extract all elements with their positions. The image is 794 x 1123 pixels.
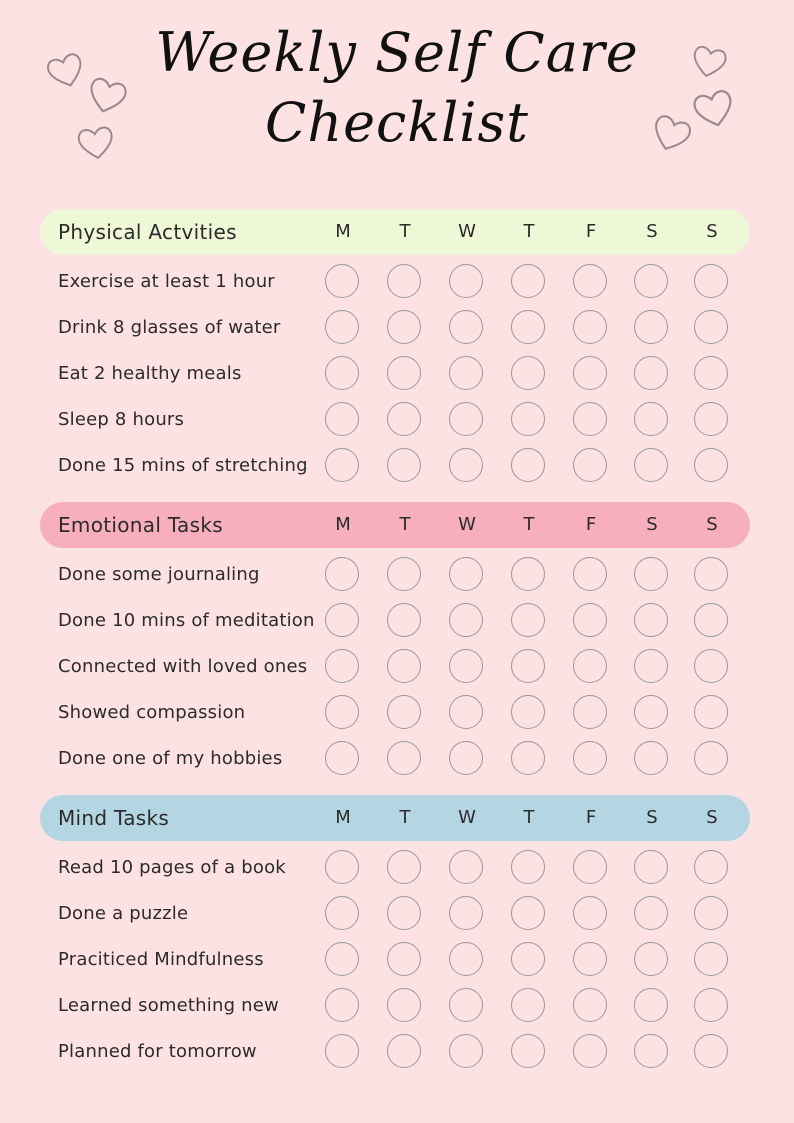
check-circle[interactable] [325, 1034, 359, 1068]
check-circle[interactable] [325, 557, 359, 591]
check-circle[interactable] [694, 741, 728, 775]
task-row [40, 891, 750, 937]
check-circle[interactable] [325, 850, 359, 884]
check-circle[interactable] [449, 310, 483, 344]
check-circle[interactable] [387, 310, 421, 344]
task-label: Done 15 mins of stretching [58, 455, 308, 476]
check-circle[interactable] [387, 1034, 421, 1068]
heart-icon [687, 40, 732, 83]
check-circle[interactable] [449, 741, 483, 775]
check-circle[interactable] [387, 741, 421, 775]
check-circle[interactable] [387, 603, 421, 637]
task-label: Done 10 mins of meditation [58, 610, 315, 631]
check-circle[interactable] [634, 448, 668, 482]
check-circle[interactable] [511, 402, 545, 436]
task-label: Sleep 8 hours [58, 409, 185, 430]
check-circle[interactable] [449, 942, 483, 976]
day-label: S [646, 221, 658, 242]
day-label: S [646, 807, 658, 828]
check-circle[interactable] [387, 649, 421, 683]
check-circle[interactable] [573, 310, 607, 344]
title-line-2: Checklist [265, 91, 529, 154]
day-label: T [399, 807, 411, 828]
day-label: W [458, 221, 476, 242]
check-circle[interactable] [387, 695, 421, 729]
check-circle[interactable] [634, 896, 668, 930]
check-circle[interactable] [511, 310, 545, 344]
check-circle[interactable] [325, 310, 359, 344]
check-circle[interactable] [325, 942, 359, 976]
check-circle[interactable] [573, 402, 607, 436]
check-circle[interactable] [634, 695, 668, 729]
check-circle[interactable] [325, 896, 359, 930]
mind-tasks-section [40, 795, 750, 1075]
check-circle[interactable] [325, 264, 359, 298]
day-label: F [585, 514, 597, 535]
check-circle[interactable] [634, 649, 668, 683]
task-row [40, 443, 750, 489]
task-row [40, 644, 750, 690]
day-label: M [335, 221, 351, 242]
check-circle[interactable] [573, 264, 607, 298]
title-line-1: Weekly Self Care [155, 21, 639, 84]
task-label: Learned something new [58, 995, 279, 1016]
check-circle[interactable] [694, 310, 728, 344]
check-circle[interactable] [387, 896, 421, 930]
check-circle[interactable] [325, 741, 359, 775]
day-label: M [335, 514, 351, 535]
check-circle[interactable] [694, 603, 728, 637]
check-circle[interactable] [387, 402, 421, 436]
task-row [40, 983, 750, 1029]
section-title: Mind Tasks [58, 806, 170, 830]
check-circle[interactable] [511, 741, 545, 775]
emotional-tasks-section [40, 502, 750, 782]
check-circle[interactable] [573, 557, 607, 591]
task-row [40, 259, 750, 305]
check-circle[interactable] [511, 603, 545, 637]
check-circle[interactable] [511, 695, 545, 729]
check-circle[interactable] [325, 988, 359, 1022]
check-circle[interactable] [511, 649, 545, 683]
check-circle[interactable] [387, 264, 421, 298]
check-circle[interactable] [449, 603, 483, 637]
task-row [40, 397, 750, 443]
check-circle[interactable] [449, 695, 483, 729]
check-circle[interactable] [325, 402, 359, 436]
task-row [40, 937, 750, 983]
check-circle[interactable] [694, 1034, 728, 1068]
task-label: Done some journaling [58, 564, 260, 585]
day-label: F [585, 807, 597, 828]
task-row [40, 598, 750, 644]
task-label: Showed compassion [58, 702, 246, 723]
check-circle[interactable] [634, 850, 668, 884]
heart-icon [74, 121, 119, 164]
check-circle[interactable] [387, 942, 421, 976]
check-circle[interactable] [634, 557, 668, 591]
check-circle[interactable] [511, 448, 545, 482]
check-circle[interactable] [387, 988, 421, 1022]
check-circle[interactable] [694, 402, 728, 436]
check-circle[interactable] [694, 695, 728, 729]
task-label: Praciticed Mindfulness [58, 949, 264, 970]
check-circle[interactable] [634, 1034, 668, 1068]
check-circle[interactable] [573, 741, 607, 775]
check-circle[interactable] [449, 850, 483, 884]
day-label: M [335, 807, 351, 828]
check-circle[interactable] [511, 988, 545, 1022]
day-label: F [585, 221, 597, 242]
check-circle[interactable] [694, 264, 728, 298]
check-circle[interactable] [634, 942, 668, 976]
check-circle[interactable] [449, 896, 483, 930]
task-label: Done a puzzle [58, 903, 189, 924]
section-title: Emotional Tasks [58, 513, 223, 537]
section-header [40, 502, 750, 548]
task-row [40, 736, 750, 782]
task-label: Eat 2 healthy meals [58, 363, 242, 384]
day-label: T [399, 514, 411, 535]
check-circle[interactable] [449, 264, 483, 298]
day-label: S [706, 514, 718, 535]
check-circle[interactable] [511, 942, 545, 976]
check-circle[interactable] [387, 557, 421, 591]
check-circle[interactable] [634, 741, 668, 775]
check-circle[interactable] [694, 356, 728, 390]
section-header [40, 795, 750, 841]
day-label: W [458, 514, 476, 535]
check-circle[interactable] [634, 603, 668, 637]
day-label: S [706, 807, 718, 828]
check-circle[interactable] [634, 402, 668, 436]
day-label: T [523, 807, 535, 828]
check-circle[interactable] [325, 695, 359, 729]
check-circle[interactable] [573, 448, 607, 482]
check-circle[interactable] [449, 988, 483, 1022]
check-circle[interactable] [573, 850, 607, 884]
check-circle[interactable] [511, 1034, 545, 1068]
task-label: Done one of my hobbies [58, 748, 283, 769]
check-circle[interactable] [573, 695, 607, 729]
task-row [40, 552, 750, 598]
day-label: S [646, 514, 658, 535]
check-circle[interactable] [325, 356, 359, 390]
task-label: Read 10 pages of a book [58, 857, 286, 878]
check-circle[interactable] [449, 448, 483, 482]
task-row [40, 305, 750, 351]
check-circle[interactable] [634, 264, 668, 298]
task-label: Planned for tomorrow [58, 1041, 257, 1062]
check-circle[interactable] [573, 1034, 607, 1068]
task-row [40, 351, 750, 397]
check-circle[interactable] [634, 988, 668, 1022]
check-circle[interactable] [449, 402, 483, 436]
task-label: Exercise at least 1 hour [58, 271, 275, 292]
check-circle[interactable] [634, 356, 668, 390]
check-circle[interactable] [449, 356, 483, 390]
check-circle[interactable] [449, 649, 483, 683]
check-circle[interactable] [511, 896, 545, 930]
check-circle[interactable] [694, 942, 728, 976]
check-circle[interactable] [325, 603, 359, 637]
check-circle[interactable] [573, 649, 607, 683]
day-label: T [523, 221, 535, 242]
day-label: W [458, 807, 476, 828]
day-label: T [523, 514, 535, 535]
task-row [40, 690, 750, 736]
check-circle[interactable] [511, 264, 545, 298]
task-row [40, 845, 750, 891]
check-circle[interactable] [387, 448, 421, 482]
check-circle[interactable] [573, 896, 607, 930]
check-circle[interactable] [694, 649, 728, 683]
section-title: Physical Actvities [58, 220, 237, 244]
task-label: Drink 8 glasses of water [58, 317, 281, 338]
check-circle[interactable] [573, 603, 607, 637]
check-circle[interactable] [573, 988, 607, 1022]
check-circle[interactable] [694, 557, 728, 591]
check-circle[interactable] [634, 310, 668, 344]
check-circle[interactable] [449, 557, 483, 591]
check-circle[interactable] [511, 356, 545, 390]
day-label: T [399, 221, 411, 242]
section-header [40, 209, 750, 255]
check-circle[interactable] [511, 850, 545, 884]
task-label: Connected with loved ones [58, 656, 308, 677]
check-circle[interactable] [573, 942, 607, 976]
check-circle[interactable] [573, 356, 607, 390]
check-circle[interactable] [694, 850, 728, 884]
check-circle[interactable] [325, 448, 359, 482]
physical-activities-section [40, 209, 750, 489]
check-circle[interactable] [387, 850, 421, 884]
check-circle[interactable] [694, 448, 728, 482]
day-label: S [706, 221, 718, 242]
check-circle[interactable] [449, 1034, 483, 1068]
check-circle[interactable] [325, 649, 359, 683]
check-circle[interactable] [694, 896, 728, 930]
check-circle[interactable] [694, 988, 728, 1022]
check-circle[interactable] [511, 557, 545, 591]
task-row [40, 1029, 750, 1075]
check-circle[interactable] [387, 356, 421, 390]
